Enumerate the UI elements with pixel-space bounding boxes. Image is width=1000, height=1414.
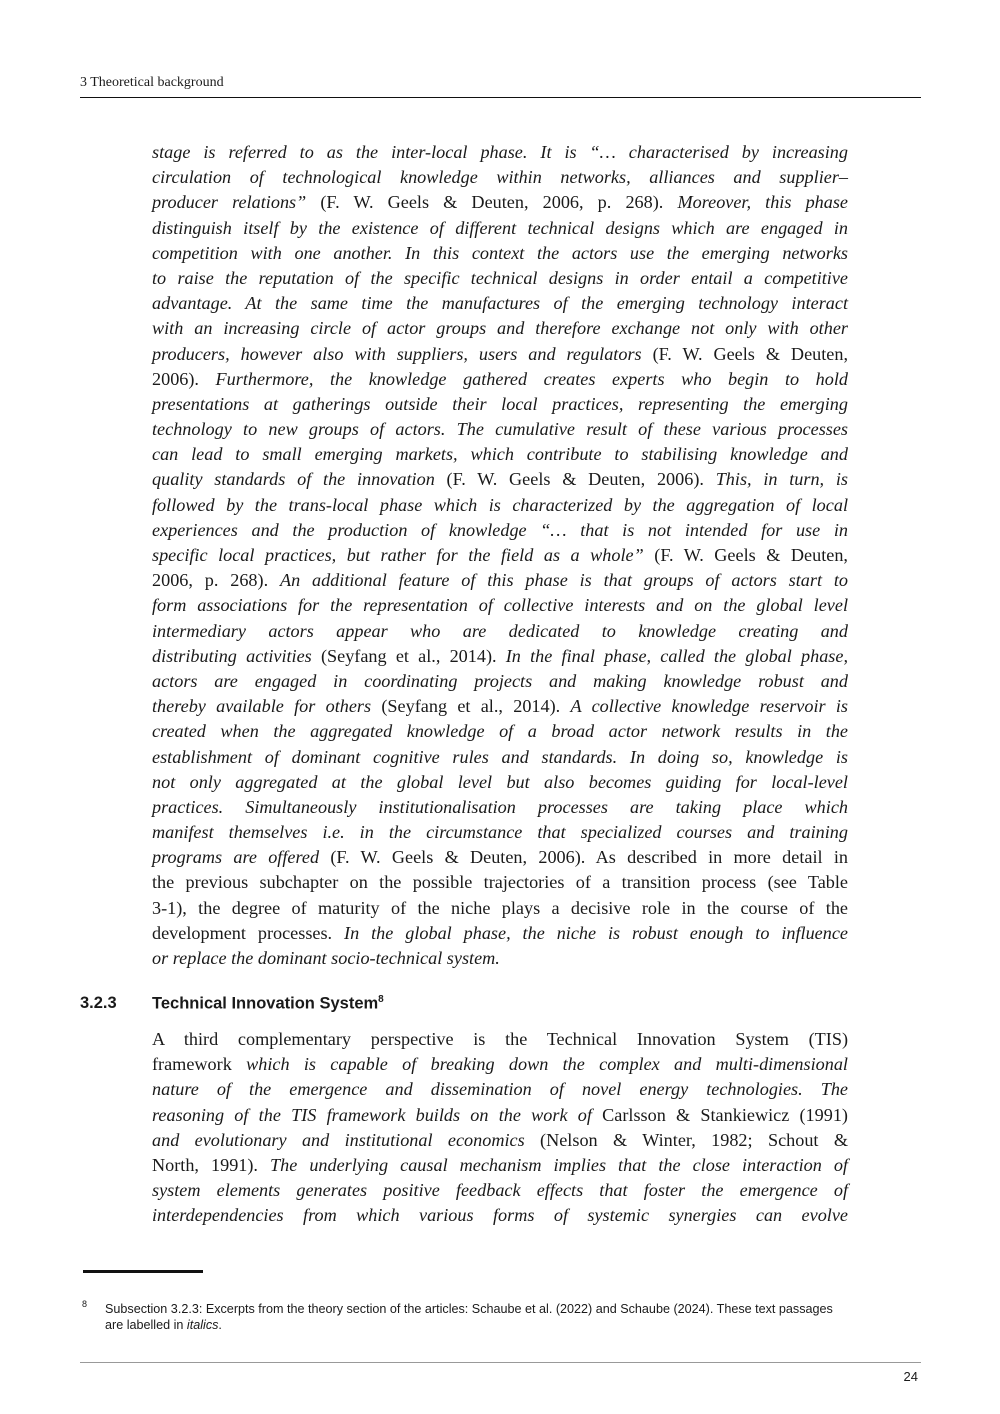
italic-text-run: reasoning of the TIS framework builds on the work of xyxy=(152,1104,592,1125)
italic-text-run: Moreover, this phase xyxy=(677,192,849,213)
footnote-body: Subsection 3.2.3: Excerpts from the theory section of the articles: Schaube et al. (2022) and Schaube (2024). These text passages are labelled in xyxy=(105,1302,833,1332)
text-line xyxy=(152,417,848,442)
text-run: the previous subchapter on the possible trajectories of a transition process (see Table xyxy=(152,872,848,893)
text-line xyxy=(152,442,848,467)
italic-text-run: experiences and the production of knowledge “… that is not intended for use in xyxy=(152,519,848,540)
italic-text-run: interdependencies from which various forms of systemic synergies can evolve xyxy=(152,1205,848,1226)
italic-text-run: distributing activities xyxy=(152,645,312,666)
text-line xyxy=(152,870,848,895)
italic-text-run: and evolutionary and institutional economics xyxy=(152,1129,525,1150)
text-run: (Nelson & Winter, 1982; Schout & xyxy=(524,1129,848,1150)
text-line xyxy=(152,367,848,392)
text-line xyxy=(152,921,848,946)
text-run: (F. W. Geels & Deuten, xyxy=(641,343,849,364)
text-run: (F. W. Geels & Deuten, 2006, p. 268). xyxy=(306,192,678,213)
text-line xyxy=(152,392,848,417)
text-line xyxy=(152,165,848,190)
text-line xyxy=(152,291,848,316)
italic-text-run: or replace the dominant socio-technical system. xyxy=(152,948,500,968)
italic-text-run: not only aggregated at the global level but also becomes guiding for local-level xyxy=(152,771,848,792)
text-line xyxy=(152,644,848,669)
footer-rule xyxy=(80,1362,921,1363)
italic-text-run: producer relations” xyxy=(152,192,307,213)
italic-text-run: form associations for the representation of collective interests and on the global level xyxy=(152,595,848,616)
text-line xyxy=(152,619,848,644)
italic-text-run: programs are offered xyxy=(152,847,320,868)
footnote-reference[interactable]: 8 xyxy=(378,994,384,1005)
text-run: (Seyfang et al., 2014). xyxy=(371,696,571,717)
text-line xyxy=(152,1178,848,1203)
italic-text-run: followed by the trans-local phase which is characterized by the aggregation of local xyxy=(152,494,848,515)
text-run: 3-1), the degree of maturity of the niche plays a decisive role in the course of the xyxy=(152,897,848,918)
body-paragraph-2 xyxy=(152,1027,848,1229)
text-line xyxy=(152,493,848,518)
text-line xyxy=(152,795,848,820)
italic-text-run: actors are engaged in coordinating projects and making knowledge robust and xyxy=(152,670,848,691)
section-title-text: Technical Innovation System xyxy=(152,994,379,1013)
text-line xyxy=(152,1027,848,1052)
italic-text-run: specific local practices, but rather for the field as a whole” xyxy=(152,545,644,565)
running-header: 3 Theoretical background xyxy=(80,75,224,90)
italic-text-run: with an increasing circle of actor groups and therefore exchange not only with other xyxy=(152,318,848,339)
footnote-italic: italics xyxy=(186,1318,219,1332)
italic-text-run: nature of the emergence and dissemination of novel energy technologies. The xyxy=(152,1079,848,1100)
footnote-marker: 8 xyxy=(82,1299,88,1309)
section-number: 3.2.3 xyxy=(80,994,117,1012)
italic-text-run: presentations at gatherings outside their local practices, representing the emerging xyxy=(152,393,848,414)
italic-text-run: quality standards of the innovation xyxy=(152,469,435,490)
italic-text-run: establishment of dominant cognitive rules and standards. In doing so, knowledge is xyxy=(152,746,848,767)
italic-text-run: system elements generates positive feedback effects that foster the emergence of xyxy=(152,1180,848,1201)
text-run: (F. W. Geels & Deuten, xyxy=(643,545,848,565)
text-line xyxy=(152,140,848,165)
header-rule xyxy=(80,97,921,98)
text-line xyxy=(152,669,848,694)
page-number: 24 xyxy=(903,1369,918,1384)
italic-text-run: This, in turn, is xyxy=(715,469,848,490)
text-line xyxy=(152,1153,848,1178)
italic-text-run: A collective knowledge reservoir is xyxy=(570,696,848,717)
text-line xyxy=(152,1077,848,1102)
italic-text-run: In the final phase, called the global phase, xyxy=(505,645,848,666)
text-line xyxy=(152,593,848,618)
body-paragraph-1 xyxy=(152,140,848,971)
text-line xyxy=(152,820,848,845)
text-line xyxy=(152,543,848,568)
italic-text-run: created when the aggregated knowledge of a broad actor network results in the xyxy=(152,721,848,742)
text-line xyxy=(152,694,848,719)
italic-text-run: In the global phase, the niche is robust enough to influence xyxy=(344,922,848,943)
text-run: (Seyfang et al., 2014). xyxy=(311,645,506,666)
italic-text-run: to raise the reputation of the specific technical designs in order entail a competitive xyxy=(152,267,848,288)
italic-text-run: distinguish itself by the existence of different technical designs which are engaged in xyxy=(152,217,848,238)
text-line xyxy=(152,845,848,870)
italic-text-run: circulation of technological knowledge within networks, alliances and supplier– xyxy=(152,167,848,188)
section-title xyxy=(152,994,384,1014)
text-line xyxy=(152,1103,848,1128)
italic-text-run: competition with one another. In this context the actors use the emerging networks xyxy=(152,242,848,263)
footnote-end: . xyxy=(218,1318,222,1332)
text-line xyxy=(152,316,848,341)
text-run: (F. W. Geels & Deuten, 2006). xyxy=(434,469,716,490)
italic-text-run: advantage. At the same time the manufactures of the emerging technology interact xyxy=(152,293,848,314)
text-line xyxy=(152,266,848,291)
text-line xyxy=(152,745,848,770)
italic-text-run: Furthermore, the knowledge gathered creates experts who begin to hold xyxy=(215,368,848,389)
text-run: 2006). xyxy=(152,368,216,389)
italic-text-run: technology to new groups of actors. The cumulative result of these various processes xyxy=(152,419,848,440)
italic-text-run: which is capable of breaking down the complex and multi-dimensional xyxy=(246,1054,848,1075)
italic-text-run: The underlying causal mechanism implies that the close interaction of xyxy=(270,1154,848,1175)
text-run: development processes. xyxy=(152,922,345,943)
footnote-separator xyxy=(83,1270,203,1273)
text-run: (F. W. Geels & Deuten, 2006). As described in more detail in xyxy=(319,847,848,868)
text-line xyxy=(152,216,848,241)
text-line xyxy=(152,518,848,543)
text-line xyxy=(152,896,848,921)
text-line xyxy=(152,190,848,215)
text-line xyxy=(152,719,848,744)
text-line xyxy=(152,1052,848,1077)
text-run: A third complementary perspective is the Technical Innovation System (TIS) xyxy=(152,1029,848,1049)
text-line xyxy=(152,241,848,266)
italic-text-run: thereby available for others xyxy=(152,696,372,717)
text-run: North, 1991). xyxy=(152,1154,271,1175)
text-line xyxy=(152,1203,848,1228)
text-line xyxy=(152,770,848,795)
text-line xyxy=(152,946,848,971)
text-line xyxy=(152,342,848,367)
text-line xyxy=(152,1128,848,1153)
text-line xyxy=(152,467,848,492)
italic-text-run: stage is referred to as the inter-local phase. It is “… characterised by increasing xyxy=(152,142,848,162)
italic-text-run: can lead to small emerging markets, which contribute to stabilising knowledge and xyxy=(152,444,848,465)
text-run: framework xyxy=(152,1054,247,1075)
footnote-text xyxy=(105,1301,845,1333)
text-line xyxy=(152,568,848,593)
italic-text-run: manifest themselves i.e. in the circumstance that specialized courses and training xyxy=(152,822,848,843)
text-run: Carlsson & Stankiewicz (1991) xyxy=(591,1104,848,1125)
text-run: 2006, p. 268). xyxy=(152,570,280,591)
italic-text-run: practices. Simultaneously institutionalisation processes are taking place which xyxy=(152,796,848,817)
italic-text-run: producers, however also with suppliers, users and regulators xyxy=(152,343,642,364)
italic-text-run: intermediary actors appear who are dedicated to knowledge creating and xyxy=(152,620,848,641)
italic-text-run: An additional feature of this phase is that groups of actors start to xyxy=(279,570,849,591)
